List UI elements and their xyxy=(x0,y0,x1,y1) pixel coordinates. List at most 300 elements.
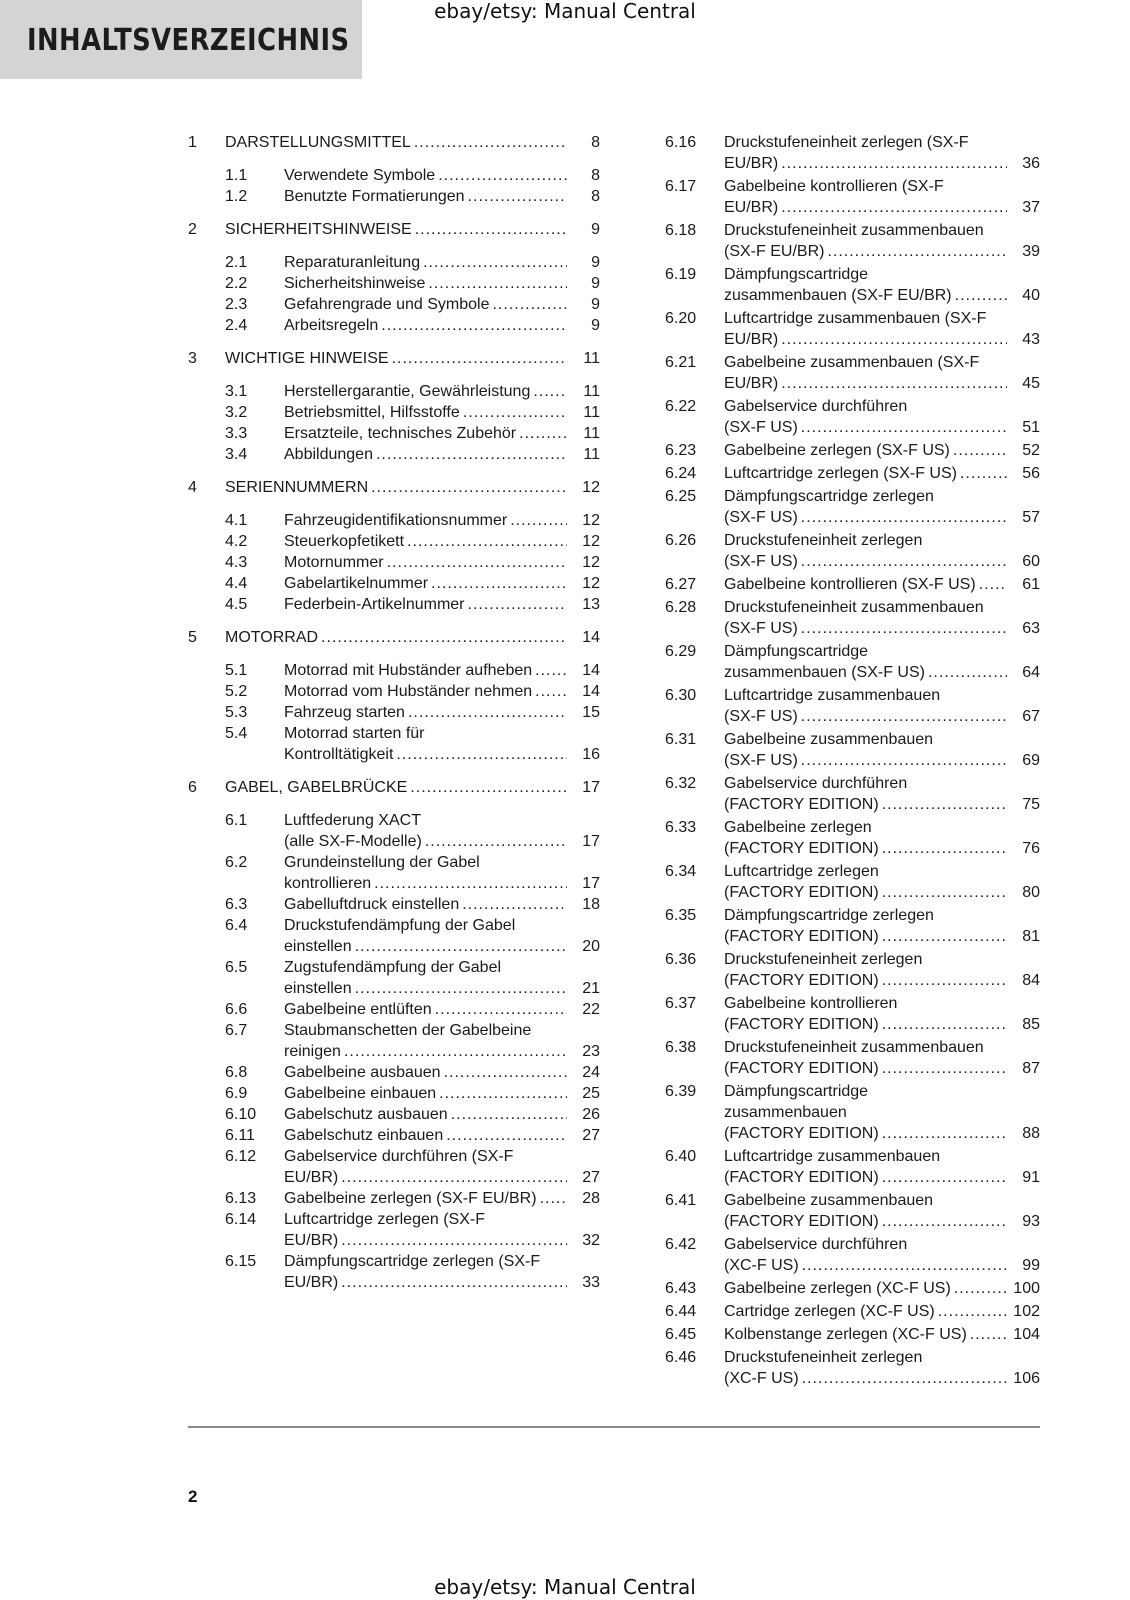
toc-entry-title-line: EU/BR) xyxy=(284,1274,339,1291)
dot-leader xyxy=(781,197,1007,218)
toc-page-number: 11 xyxy=(583,350,600,367)
toc-entry-number: 3.4 xyxy=(225,446,248,463)
toc-entry-number: 6.6 xyxy=(225,1001,248,1018)
toc-page-number: 12 xyxy=(582,554,600,571)
toc-entry-title-line: Sicherheitshinweise xyxy=(284,275,426,292)
toc-entry-title-line: Gabelservice durchführen xyxy=(724,1236,908,1253)
toc-entry-number: 6.21 xyxy=(665,354,697,371)
toc-entry-number: 6.25 xyxy=(665,488,697,505)
dot-leader xyxy=(381,315,567,336)
toc-entry-title-line: (FACTORY EDITION) xyxy=(724,1060,879,1077)
toc-entry-number: 6.12 xyxy=(225,1148,257,1165)
toc-entry-title-line: Herstellergarantie, Gewährleistung xyxy=(284,383,531,400)
toc-page-number: 11 xyxy=(583,404,600,421)
toc-entry[interactable] xyxy=(188,1020,600,1062)
toc-entry-title-line: Gabelbeine zusammenbauen xyxy=(724,731,934,748)
toc-entry[interactable] xyxy=(188,1251,600,1293)
toc-entry-number: 4.2 xyxy=(225,533,248,550)
toc-entry-title-line: Motornummer xyxy=(284,554,384,571)
toc-entry-title-line: Ersatzteile, technisches Zubehör xyxy=(284,425,517,442)
toc-entry-title-line: Druckstufeneinheit zusammenbauen xyxy=(724,1039,984,1056)
toc-entry-title-line: Kolbenstange zerlegen (XC-F US) xyxy=(724,1326,967,1343)
dot-leader xyxy=(882,1123,1007,1144)
toc-entry-title-line: Luftcartridge zerlegen (SX-F xyxy=(284,1211,485,1228)
dot-leader xyxy=(540,1188,567,1209)
toc-entry[interactable] xyxy=(188,702,600,723)
dot-leader xyxy=(882,1167,1007,1188)
toc-entry[interactable] xyxy=(665,264,1040,306)
dot-leader xyxy=(519,423,567,444)
dot-leader xyxy=(438,165,567,186)
toc-page-number: 24 xyxy=(582,1064,600,1081)
toc-page-number: 21 xyxy=(582,980,600,997)
toc-page-number: 9 xyxy=(591,296,600,313)
toc-entry-number: 6.22 xyxy=(665,398,697,415)
toc-entry-title-line: WICHTIGE HINWEISE xyxy=(225,350,389,367)
toc-entry[interactable] xyxy=(188,1188,600,1209)
toc-entry[interactable] xyxy=(665,993,1040,1035)
dot-leader xyxy=(801,750,1007,771)
toc-entry-number: 3.2 xyxy=(225,404,248,421)
toc-entry[interactable] xyxy=(665,597,1040,639)
toc-entry-title-line: (SX-F US) xyxy=(724,419,798,436)
toc-page-number: 93 xyxy=(1022,1213,1040,1230)
toc-entry-title-line: Federbein-Artikelnummer xyxy=(284,596,465,613)
toc-entry[interactable] xyxy=(665,440,1040,461)
toc-entry[interactable] xyxy=(665,1278,1040,1299)
dot-leader xyxy=(882,1058,1007,1079)
toc-entry[interactable] xyxy=(665,729,1040,771)
toc-entry-number: 3 xyxy=(188,350,197,367)
toc-entry[interactable] xyxy=(188,810,600,852)
toc-entry-title-line: EU/BR) xyxy=(284,1232,339,1249)
toc-entry-title-line: zusammenbauen xyxy=(724,1104,847,1121)
toc-entry-number: 6.5 xyxy=(225,959,248,976)
toc-entry[interactable] xyxy=(665,1324,1040,1345)
toc-page-number: 102 xyxy=(1013,1303,1040,1320)
toc-entry[interactable] xyxy=(665,773,1040,815)
toc-page-number: 33 xyxy=(582,1274,600,1291)
toc-entry-number: 6.23 xyxy=(665,442,697,459)
toc-entry-number: 6.33 xyxy=(665,819,697,836)
toc-page-number: 13 xyxy=(582,596,600,613)
toc-page-number: 14 xyxy=(582,662,600,679)
toc-entry-number: 1 xyxy=(188,134,197,151)
toc-entry[interactable] xyxy=(665,1037,1040,1079)
toc-entry-number: 6.7 xyxy=(225,1022,248,1039)
dot-leader xyxy=(431,573,567,594)
toc-entry[interactable] xyxy=(188,531,600,552)
toc-entry[interactable] xyxy=(665,861,1040,903)
toc-entry[interactable] xyxy=(665,176,1040,218)
toc-entry-title-line: Cartridge zerlegen (XC-F US) xyxy=(724,1303,935,1320)
toc-entry-title-line: Gabelluftdruck einstellen xyxy=(284,896,460,913)
toc-entry-title-line: (FACTORY EDITION) xyxy=(724,928,879,945)
toc-entry-title-line: Druckstufeneinheit zusammenbauen xyxy=(724,599,984,616)
toc-entry-number: 6.10 xyxy=(225,1106,257,1123)
toc-entry-title-line: Fahrzeug starten xyxy=(284,704,405,721)
dot-leader xyxy=(396,744,567,765)
toc-entry-title-line: EU/BR) xyxy=(284,1169,339,1186)
toc-entry[interactable] xyxy=(188,681,600,702)
toc-entry-number: 6.9 xyxy=(225,1085,248,1102)
toc-entry-number: 5.1 xyxy=(225,662,248,679)
toc-entry-title-line: reinigen xyxy=(284,1043,341,1060)
dot-leader xyxy=(970,1324,1007,1345)
toc-entry[interactable] xyxy=(665,905,1040,947)
toc-entry-number: 6.44 xyxy=(665,1303,697,1320)
toc-page-number: 69 xyxy=(1022,752,1040,769)
dot-leader xyxy=(371,477,567,498)
dot-leader xyxy=(801,417,1007,438)
toc-entry-number: 6 xyxy=(188,779,197,796)
toc-entry[interactable] xyxy=(665,1081,1040,1144)
dot-leader xyxy=(801,618,1007,639)
toc-entry-title-line: (FACTORY EDITION) xyxy=(724,796,879,813)
toc-entry-title-line: SERIENNUMMERN xyxy=(225,479,369,496)
toc-entry-title-line: Druckstufeneinheit zerlegen (SX-F xyxy=(724,134,969,151)
watermark-top: ebay/etsy: Manual Central xyxy=(434,0,696,23)
toc-entry-title-line: Gabelartikelnummer xyxy=(284,575,429,592)
toc-entry-number: 6.32 xyxy=(665,775,697,792)
toc-entry-title-line: (FACTORY EDITION) xyxy=(724,1213,879,1230)
toc-entry-number: 6.13 xyxy=(225,1190,257,1207)
dot-leader xyxy=(882,1014,1007,1035)
toc-entry-title-line: (alle SX-F-Modelle) xyxy=(284,833,422,850)
toc-page-number: 99 xyxy=(1022,1257,1040,1274)
toc-entry-title-line: Gabelservice durchführen xyxy=(724,398,908,415)
toc-page-number: 64 xyxy=(1022,664,1040,681)
toc-entry-title-line: EU/BR) xyxy=(724,199,779,216)
dot-leader xyxy=(955,285,1007,306)
dot-leader xyxy=(510,510,567,531)
toc-page-number: 11 xyxy=(583,383,600,400)
toc-entry-title-line: Luftcartridge zerlegen xyxy=(724,863,879,880)
toc-entry-title-line: Gabelbeine zerlegen xyxy=(724,819,872,836)
toc-entry-title-line: Dämpfungscartridge zerlegen xyxy=(724,907,934,924)
toc-entry-number: 6.1 xyxy=(225,812,248,829)
toc-page-number: 20 xyxy=(582,938,600,955)
toc-entry-number: 6.27 xyxy=(665,576,697,593)
toc-page-number: 8 xyxy=(591,134,600,151)
toc-entry[interactable] xyxy=(665,530,1040,572)
toc-entry-title-line: Verwendete Symbole xyxy=(284,167,436,184)
toc-entry[interactable] xyxy=(665,220,1040,262)
toc-page-number: 12 xyxy=(582,479,600,496)
toc-entry-title-line: Luftcartridge zusammenbauen xyxy=(724,1148,941,1165)
toc-entry-title-line: Gabelbeine kontrollieren (SX-F US) xyxy=(724,576,976,593)
toc-entry-title-line: MOTORRAD xyxy=(225,629,319,646)
dot-leader xyxy=(428,273,567,294)
toc-page-number: 12 xyxy=(582,533,600,550)
dot-leader xyxy=(415,219,567,240)
toc-page-number: 40 xyxy=(1022,287,1040,304)
toc-entry-title-line: Motorrad mit Hubständer aufheben xyxy=(284,662,533,679)
toc-entry[interactable] xyxy=(188,1146,600,1188)
toc-page-number: 75 xyxy=(1022,796,1040,813)
toc-entry-number: 6.37 xyxy=(665,995,697,1012)
toc-entry[interactable] xyxy=(188,915,600,957)
toc-entry[interactable] xyxy=(188,957,600,999)
toc-page-number: 56 xyxy=(1022,465,1040,482)
toc-entry[interactable] xyxy=(188,894,600,915)
toc-entry-number: 6.8 xyxy=(225,1064,248,1081)
toc-entry[interactable] xyxy=(665,1347,1040,1389)
dot-leader xyxy=(979,574,1007,595)
toc-entry-title-line: Gefahrengrade und Symbole xyxy=(284,296,490,313)
toc-entry-title-line: Benutzte Formatierungen xyxy=(284,188,465,205)
toc-page-number: 26 xyxy=(582,1106,600,1123)
toc-entry[interactable] xyxy=(665,641,1040,683)
toc-entry-number: 6.40 xyxy=(665,1148,697,1165)
toc-entry-number: 6.28 xyxy=(665,599,697,616)
toc-entry[interactable] xyxy=(188,1062,600,1083)
dot-leader xyxy=(414,132,567,153)
toc-entry-number: 1.1 xyxy=(225,167,248,184)
toc-entry[interactable] xyxy=(188,594,600,615)
toc-entry-number: 5 xyxy=(188,629,197,646)
toc-page-number: 14 xyxy=(582,629,600,646)
toc-entry[interactable] xyxy=(665,574,1040,595)
dot-leader xyxy=(468,594,567,615)
toc-entry[interactable] xyxy=(665,817,1040,859)
toc-entry-title-line: EU/BR) xyxy=(724,155,779,172)
toc-entry[interactable] xyxy=(188,510,600,531)
toc-page-number: 104 xyxy=(1013,1326,1040,1343)
toc-page-number: 61 xyxy=(1022,576,1040,593)
toc-entry[interactable] xyxy=(665,949,1040,991)
toc-entry-title-line: Abbildungen xyxy=(284,446,373,463)
footer-divider xyxy=(188,1426,1040,1428)
toc-entry-title-line: Gabelbeine entlüften xyxy=(284,1001,432,1018)
toc-entry[interactable] xyxy=(665,352,1040,394)
toc-entry-title-line: (XC-F US) xyxy=(724,1257,799,1274)
toc-entry[interactable] xyxy=(665,308,1040,350)
dot-leader xyxy=(960,463,1007,484)
toc-entry-number: 4.4 xyxy=(225,575,248,592)
dot-leader xyxy=(392,348,567,369)
toc-page-number: 32 xyxy=(582,1232,600,1249)
toc-entry-title-line: zusammenbauen (SX-F EU/BR) xyxy=(724,287,952,304)
dot-leader xyxy=(387,552,567,573)
dot-leader xyxy=(492,294,567,315)
toc-entry-title-line: Gabelservice durchführen (SX-F xyxy=(284,1148,514,1165)
toc-right-column xyxy=(665,132,1040,1391)
toc-entry[interactable] xyxy=(188,999,600,1020)
toc-page-number: 9 xyxy=(591,275,600,292)
toc-entry-title-line: Gabelbeine kontrollieren xyxy=(724,995,898,1012)
toc-left-column xyxy=(188,132,600,1293)
toc-entry[interactable] xyxy=(665,463,1040,484)
toc-page-number: 87 xyxy=(1022,1060,1040,1077)
toc-chapter-entry[interactable] xyxy=(188,132,600,153)
toc-entry-number: 6.17 xyxy=(665,178,697,195)
toc-entry[interactable] xyxy=(188,1083,600,1104)
dot-leader xyxy=(355,936,567,957)
dot-leader xyxy=(535,681,567,702)
toc-chapter-entry[interactable] xyxy=(188,348,600,369)
toc-entry-title-line: Druckstufeneinheit zerlegen xyxy=(724,951,923,968)
toc-chapter-entry[interactable] xyxy=(188,477,600,498)
toc-entry[interactable] xyxy=(188,381,600,402)
toc-entry[interactable] xyxy=(188,444,600,465)
toc-page-number: 22 xyxy=(582,1001,600,1018)
dot-leader xyxy=(468,186,567,207)
toc-entry-title-line: (SX-F US) xyxy=(724,752,798,769)
toc-entry[interactable] xyxy=(665,1234,1040,1276)
toc-entry-title-line: Druckstufeneinheit zerlegen xyxy=(724,1349,923,1366)
toc-entry[interactable] xyxy=(188,573,600,594)
toc-entry-number: 6.15 xyxy=(225,1253,257,1270)
toc-page-number: 63 xyxy=(1022,620,1040,637)
toc-entry[interactable] xyxy=(188,1209,600,1251)
toc-entry[interactable] xyxy=(188,852,600,894)
dot-leader xyxy=(533,381,567,402)
toc-entry[interactable] xyxy=(188,552,600,573)
dot-leader xyxy=(801,706,1007,727)
toc-entry-title-line: Fahrzeugidentifikationsnummer xyxy=(284,512,508,529)
dot-leader xyxy=(376,444,567,465)
dot-leader xyxy=(802,1368,1007,1389)
dot-leader xyxy=(802,1255,1007,1276)
toc-page-number: 88 xyxy=(1022,1125,1040,1142)
dot-leader xyxy=(928,662,1007,683)
toc-entry-title-line: (SX-F US) xyxy=(724,620,798,637)
toc-page-number: 57 xyxy=(1022,509,1040,526)
toc-chapter-entry[interactable] xyxy=(188,627,600,648)
toc-page-number: 15 xyxy=(582,704,600,721)
dot-leader xyxy=(410,777,567,798)
toc-entry-title-line: Motorrad vom Hubständer nehmen xyxy=(284,683,533,700)
toc-entry[interactable] xyxy=(188,315,600,336)
dot-leader xyxy=(781,153,1007,174)
toc-entry-title-line: (SX-F US) xyxy=(724,509,798,526)
toc-entry-title-line: (FACTORY EDITION) xyxy=(724,1169,879,1186)
toc-entry-number: 2.2 xyxy=(225,275,248,292)
toc-entry-title-line: Gabelbeine einbauen xyxy=(284,1085,437,1102)
toc-entry-number: 2 xyxy=(188,221,197,238)
toc-entry-number: 6.26 xyxy=(665,532,697,549)
toc-page-number: 39 xyxy=(1022,243,1040,260)
toc-page-number: 43 xyxy=(1022,331,1040,348)
toc-entry[interactable] xyxy=(188,273,600,294)
toc-entry-title-line: Gabelbeine zerlegen (SX-F EU/BR) xyxy=(284,1190,537,1207)
dot-leader xyxy=(882,1211,1007,1232)
toc-page-number: 100 xyxy=(1013,1280,1040,1297)
toc-entry[interactable] xyxy=(188,165,600,186)
toc-entry[interactable] xyxy=(665,685,1040,727)
toc-entry[interactable] xyxy=(665,1301,1040,1322)
toc-page-number: 8 xyxy=(591,167,600,184)
toc-entry-title-line: Grundeinstellung der Gabel xyxy=(284,854,480,871)
toc-entry-title-line: Betriebsmittel, Hilfsstoffe xyxy=(284,404,460,421)
toc-entry-title-line: EU/BR) xyxy=(724,375,779,392)
toc-entry[interactable] xyxy=(188,186,600,207)
toc-entry[interactable] xyxy=(188,294,600,315)
toc-entry[interactable] xyxy=(188,1125,600,1146)
toc-page-number: 60 xyxy=(1022,553,1040,570)
toc-entry-number: 5.3 xyxy=(225,704,248,721)
toc-entry-number: 2.1 xyxy=(225,254,248,271)
toc-entry[interactable] xyxy=(665,396,1040,438)
toc-entry[interactable] xyxy=(188,402,600,423)
toc-chapter-entry[interactable] xyxy=(188,777,600,798)
toc-page-number: 81 xyxy=(1022,928,1040,945)
dot-leader xyxy=(535,660,567,681)
toc-page-number: 18 xyxy=(582,896,600,913)
toc-page-number: 76 xyxy=(1022,840,1040,857)
toc-page-number: 25 xyxy=(582,1085,600,1102)
toc-entry-title-line: Druckstufeneinheit zusammenbauen xyxy=(724,222,984,239)
dot-leader xyxy=(341,1272,567,1293)
toc-entry[interactable] xyxy=(665,1146,1040,1188)
toc-entry[interactable] xyxy=(665,132,1040,174)
dot-leader xyxy=(882,970,1007,991)
toc-entry-title-line: Dämpfungscartridge xyxy=(724,643,869,660)
dot-leader xyxy=(882,882,1007,903)
toc-entry-title-line: Gabelschutz ausbauen xyxy=(284,1106,448,1123)
toc-entry-title-line: einstellen xyxy=(284,938,352,955)
toc-entry-title-line: Dämpfungscartridge xyxy=(724,266,869,283)
toc-entry-title-line: Druckstufeneinheit zerlegen xyxy=(724,532,923,549)
toc-page-number: 9 xyxy=(591,221,600,238)
toc-entry-title-line: (SX-F US) xyxy=(724,553,798,570)
toc-page-number: 84 xyxy=(1022,972,1040,989)
toc-entry-title-line: Gabelbeine kontrollieren (SX-F xyxy=(724,178,944,195)
toc-entry-number: 6.24 xyxy=(665,465,697,482)
dot-leader xyxy=(374,873,567,894)
toc-entry-title-line: Reparaturanleitung xyxy=(284,254,421,271)
toc-entry[interactable] xyxy=(188,1104,600,1125)
dot-leader xyxy=(344,1041,567,1062)
toc-entry[interactable] xyxy=(188,252,600,273)
toc-chapter-entry[interactable] xyxy=(188,219,600,240)
toc-entry-title-line: (SX-F US) xyxy=(724,708,798,725)
dot-leader xyxy=(801,551,1007,572)
toc-entry-title-line: Arbeitsregeln xyxy=(284,317,379,334)
toc-entry-title-line: (SX-F EU/BR) xyxy=(724,243,825,260)
toc-entry-number: 5.2 xyxy=(225,683,248,700)
dot-leader xyxy=(341,1230,567,1251)
toc-entry-number: 2.3 xyxy=(225,296,248,313)
toc-entry-title-line: Gabelschutz einbauen xyxy=(284,1127,444,1144)
dot-leader xyxy=(425,831,567,852)
toc-entry-title-line: Gabelbeine zusammenbauen xyxy=(724,1192,934,1209)
toc-page-number: 91 xyxy=(1022,1169,1040,1186)
toc-page-number: 17 xyxy=(582,833,600,850)
toc-page-number: 37 xyxy=(1022,199,1040,216)
toc-entry-number: 5.4 xyxy=(225,725,248,742)
toc-entry[interactable] xyxy=(188,660,600,681)
toc-entry-title-line: Dämpfungscartridge xyxy=(724,1083,869,1100)
toc-entry[interactable] xyxy=(665,486,1040,528)
toc-entry-number: 6.38 xyxy=(665,1039,697,1056)
dot-leader xyxy=(435,999,567,1020)
dot-leader xyxy=(341,1167,567,1188)
toc-entry[interactable] xyxy=(188,723,600,765)
toc-entry-number: 6.18 xyxy=(665,222,697,239)
toc-entry-title-line: Motorrad starten für xyxy=(284,725,425,742)
toc-page-number: 28 xyxy=(582,1190,600,1207)
toc-entry-number: 6.30 xyxy=(665,687,697,704)
toc-entry-title-line: Gabelbeine zusammenbauen (SX-F xyxy=(724,354,980,371)
toc-entry[interactable] xyxy=(665,1190,1040,1232)
dot-leader xyxy=(781,373,1007,394)
toc-entry[interactable] xyxy=(188,423,600,444)
dot-leader xyxy=(451,1104,567,1125)
toc-entry-title-line: (FACTORY EDITION) xyxy=(724,1125,879,1142)
toc-entry-title-line: Gabelbeine zerlegen (XC-F US) xyxy=(724,1280,951,1297)
